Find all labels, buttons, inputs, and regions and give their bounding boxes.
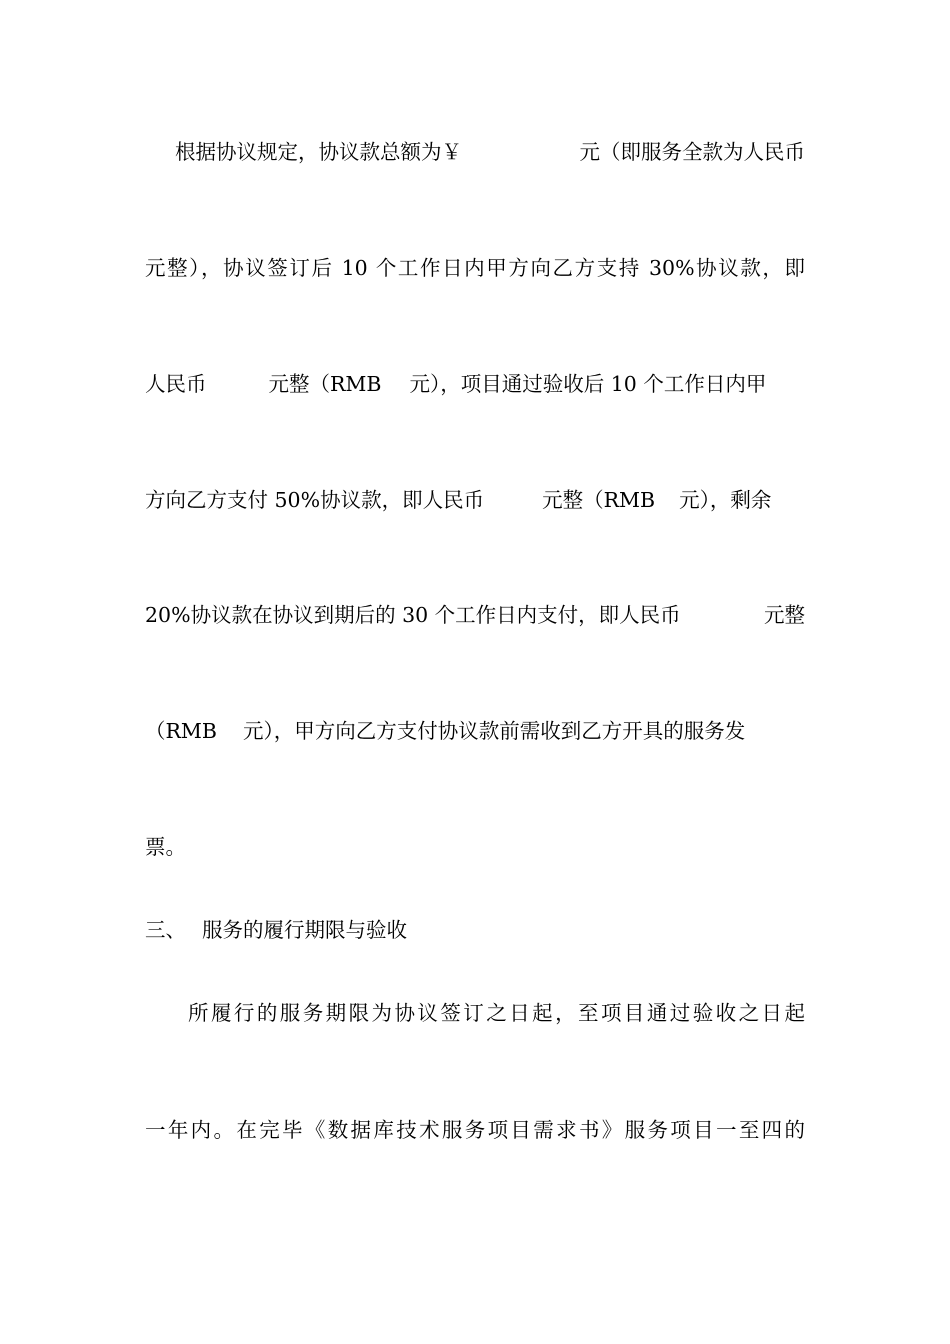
p1-line-6-seg-1: （RMB	[145, 719, 217, 743]
p1-line-2-text: 元整），协议签订后 10 个工作日内甲方向乙方支持 30%协议款，即	[145, 256, 805, 280]
p1-line-5-seg-1: 20%协议款在协议到期后的 30 个工作日内支付，即人民币	[145, 603, 681, 627]
p1-line-1-seg-1: 根据协议规定，协议款总额为￥	[175, 140, 462, 164]
p1-line-3-seg-3: 元），项目通过验收后 10 个工作日内甲	[409, 372, 767, 396]
section-3-heading	[145, 916, 805, 944]
p1-line-4-seg-1: 方向乙方支付 50%协议款，即人民币	[145, 488, 485, 512]
section-3-title: 服务的履行期限与验收	[202, 918, 407, 942]
p1-line-2	[145, 254, 805, 282]
p2-line-2	[145, 1116, 805, 1144]
p1-line-7-text: 票。	[145, 835, 186, 859]
p1-line-3-seg-1: 人民币	[145, 372, 207, 396]
p1-line-7	[145, 833, 805, 861]
p1-line-5-seg-2: 元整	[764, 603, 805, 627]
p1-line-6-seg-2: 元），甲方向乙方支付协议款前需收到乙方开具的服务发	[243, 719, 746, 743]
p1-line-4	[145, 486, 805, 514]
p2-line-1	[188, 999, 805, 1027]
p1-line-5	[145, 601, 805, 629]
p2-line-2-text: 一年内。在完毕《数据库技术服务项目需求书》服务项目一至四的	[145, 1118, 805, 1142]
p1-line-6	[145, 717, 805, 745]
p1-line-4-seg-2: 元整（RMB	[542, 488, 656, 512]
p1-line-3	[145, 370, 805, 398]
section-3-number: 三、	[145, 918, 186, 942]
p1-line-1	[175, 138, 805, 166]
p1-line-4-seg-3: 元），剩余	[679, 488, 772, 512]
p1-line-1-seg-2: 元（即服务全款为人民币	[579, 140, 805, 164]
p1-line-3-seg-2: 元整（RMB	[268, 372, 382, 396]
p2-line-1-text: 所履行的服务期限为协议签订之日起，至项目通过验收之日起	[188, 1001, 805, 1025]
